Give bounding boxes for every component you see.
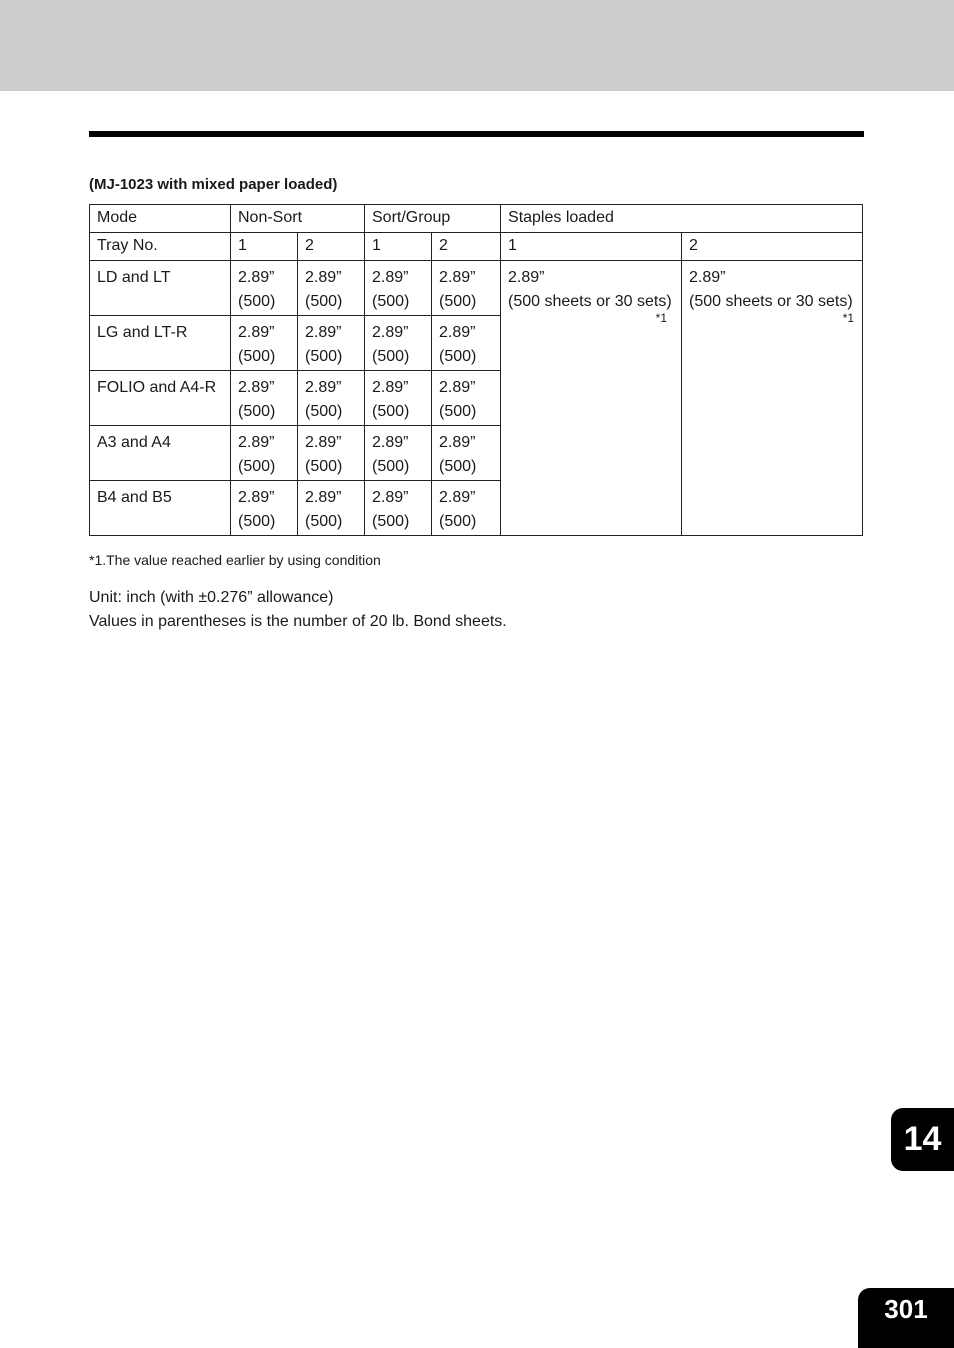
section-rule bbox=[89, 131, 864, 137]
cell-value: 2.89” bbox=[305, 324, 342, 341]
cell-sheets: (500) bbox=[372, 513, 410, 530]
cell-sheets: (500) bbox=[238, 513, 276, 530]
header-cell: Tray No. bbox=[90, 233, 231, 261]
header-cell: Staples loaded bbox=[501, 205, 863, 233]
cell-value: 2.89” bbox=[305, 379, 342, 396]
mode-cell: LG and LT-R bbox=[90, 316, 231, 371]
cell-sheets: (500) bbox=[439, 348, 477, 365]
header-cell: 1 bbox=[231, 233, 298, 261]
cell-value: 2.89” bbox=[689, 269, 726, 286]
table-cell bbox=[432, 426, 501, 481]
cell-sheets: (500) bbox=[305, 513, 343, 530]
header-cell: 2 bbox=[432, 233, 501, 261]
cell-sheets: (500 sheets or 30 sets) bbox=[689, 293, 853, 310]
header-cell: Mode bbox=[90, 205, 231, 233]
staples-tray1-cell bbox=[501, 261, 682, 536]
mode-cell: A3 and A4 bbox=[90, 426, 231, 481]
table-cell bbox=[298, 426, 365, 481]
cell-value: 2.89” bbox=[439, 269, 476, 286]
header-cell: Non-Sort bbox=[231, 205, 365, 233]
cell-sheets: (500) bbox=[439, 403, 477, 420]
cell-value: 2.89” bbox=[508, 269, 545, 286]
table-cell bbox=[432, 371, 501, 426]
cell-value: 2.89” bbox=[372, 269, 409, 286]
table-cell bbox=[231, 261, 298, 316]
table-cell bbox=[365, 481, 432, 536]
cell-value: 2.89” bbox=[238, 489, 275, 506]
cell-sheets: (500) bbox=[372, 403, 410, 420]
table-cell bbox=[231, 481, 298, 536]
header-cell: 2 bbox=[298, 233, 365, 261]
table-cell bbox=[365, 316, 432, 371]
cell-sheets: (500) bbox=[238, 293, 276, 310]
table-cell bbox=[298, 481, 365, 536]
table-cell bbox=[298, 316, 365, 371]
table-header-row bbox=[90, 205, 863, 233]
cell-sheets: (500) bbox=[372, 293, 410, 310]
footnote-mark: *1 bbox=[655, 311, 668, 325]
table-cell bbox=[432, 261, 501, 316]
cell-value: 2.89” bbox=[238, 434, 275, 451]
chapter-tab: 14 bbox=[891, 1108, 954, 1171]
cell-value: 2.89” bbox=[439, 379, 476, 396]
mode-cell: FOLIO and A4-R bbox=[90, 371, 231, 426]
mode-cell: LD and LT bbox=[90, 261, 231, 316]
cell-value: 2.89” bbox=[238, 324, 275, 341]
cell-value: 2.89” bbox=[238, 269, 275, 286]
unit-note: Unit: inch (with ±0.276” allowance) bbox=[89, 589, 334, 606]
cell-value: 2.89” bbox=[372, 324, 409, 341]
header-cell: 1 bbox=[501, 233, 682, 261]
table-footnote: *1.The value reached earlier by using condition bbox=[89, 552, 381, 568]
cell-value: 2.89” bbox=[439, 434, 476, 451]
cell-sheets: (500) bbox=[305, 293, 343, 310]
page-number: 301 bbox=[858, 1288, 954, 1348]
footnote-mark: *1 bbox=[842, 311, 855, 325]
staples-tray2-cell bbox=[682, 261, 863, 536]
cell-sheets: (500) bbox=[238, 348, 276, 365]
cell-sheets: (500) bbox=[305, 458, 343, 475]
header-cell: Sort/Group bbox=[365, 205, 501, 233]
cell-value: 2.89” bbox=[372, 434, 409, 451]
cell-sheets: (500) bbox=[439, 458, 477, 475]
section-title: (MJ-1023 with mixed paper loaded) bbox=[89, 176, 338, 193]
table-cell bbox=[365, 426, 432, 481]
cell-sheets: (500) bbox=[439, 513, 477, 530]
capacity-table bbox=[89, 204, 863, 536]
cell-value: 2.89” bbox=[439, 489, 476, 506]
cell-sheets: (500) bbox=[305, 403, 343, 420]
cell-sheets: (500) bbox=[372, 348, 410, 365]
parentheses-note: Values in parentheses is the number of 20 lb. Bond sheets. bbox=[89, 613, 507, 630]
table-cell bbox=[432, 481, 501, 536]
cell-value: 2.89” bbox=[439, 324, 476, 341]
table-cell bbox=[231, 316, 298, 371]
header-cell: 1 bbox=[365, 233, 432, 261]
table-row bbox=[90, 261, 863, 316]
table-cell bbox=[365, 261, 432, 316]
mode-cell: B4 and B5 bbox=[90, 481, 231, 536]
cell-sheets: (500) bbox=[305, 348, 343, 365]
table-cell bbox=[231, 426, 298, 481]
cell-sheets: (500) bbox=[372, 458, 410, 475]
cell-value: 2.89” bbox=[372, 379, 409, 396]
cell-sheets: (500) bbox=[439, 293, 477, 310]
cell-sheets: (500) bbox=[238, 458, 276, 475]
table-cell bbox=[298, 371, 365, 426]
header-band bbox=[0, 0, 954, 91]
table-cell bbox=[298, 261, 365, 316]
table-subheader-row bbox=[90, 233, 863, 261]
cell-value: 2.89” bbox=[238, 379, 275, 396]
table-cell bbox=[432, 316, 501, 371]
table-cell bbox=[231, 371, 298, 426]
cell-sheets: (500 sheets or 30 sets) bbox=[508, 293, 672, 310]
cell-value: 2.89” bbox=[305, 269, 342, 286]
cell-value: 2.89” bbox=[372, 489, 409, 506]
header-cell: 2 bbox=[682, 233, 863, 261]
cell-sheets: (500) bbox=[238, 403, 276, 420]
table-cell bbox=[365, 371, 432, 426]
cell-value: 2.89” bbox=[305, 434, 342, 451]
cell-value: 2.89” bbox=[305, 489, 342, 506]
